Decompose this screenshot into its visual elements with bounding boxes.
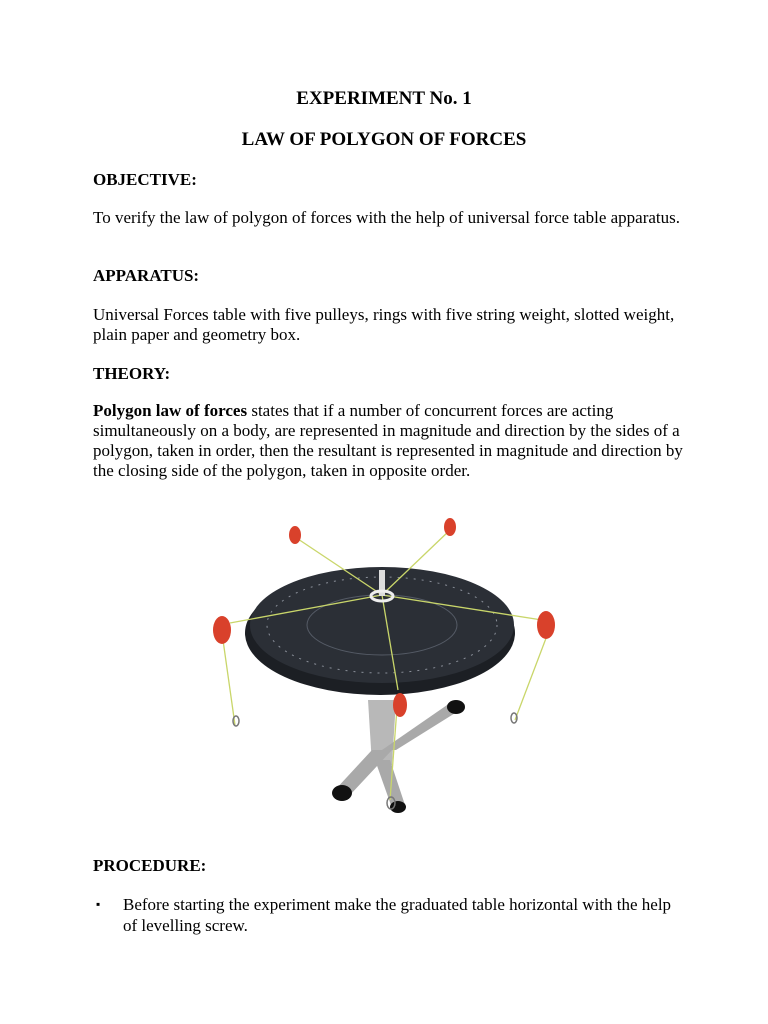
theory-heading: THEORY: bbox=[93, 364, 171, 383]
theory-body: states that if a number of concurrent forces are acting simultaneously on a body, are represented in magnitude and direction by the sides of a polygon, taken in order, then the resultant is represented in magnitude and direction by the closing side of the polygon, taken in opposite order. bbox=[93, 401, 683, 480]
apparatus-heading: APPARATUS: bbox=[93, 266, 200, 285]
theory-bold-term: Polygon law of forces bbox=[93, 401, 248, 420]
theory-text bbox=[93, 401, 683, 481]
bullet-icon: ▪ bbox=[96, 897, 101, 911]
force-table-image bbox=[200, 515, 570, 825]
page-subtitle: LAW OF POLYGON OF FORCES bbox=[241, 129, 527, 150]
objective-heading: OBJECTIVE: bbox=[93, 170, 197, 189]
page-title: EXPERIMENT No. 1 bbox=[296, 88, 472, 109]
procedure-heading: PROCEDURE: bbox=[93, 856, 207, 875]
tripod-stand bbox=[332, 700, 465, 813]
apparatus-text: Universal Forces table with five pulleys, rings with five string weight, slotted weight, plain paper and geometry box. bbox=[93, 305, 675, 344]
procedure-item-text: Before starting the experiment make the graduated table horizontal with the help of levelling screw. bbox=[123, 895, 672, 935]
objective-text: To verify the law of polygon of forces with the help of universal force table apparatus. bbox=[93, 208, 680, 227]
